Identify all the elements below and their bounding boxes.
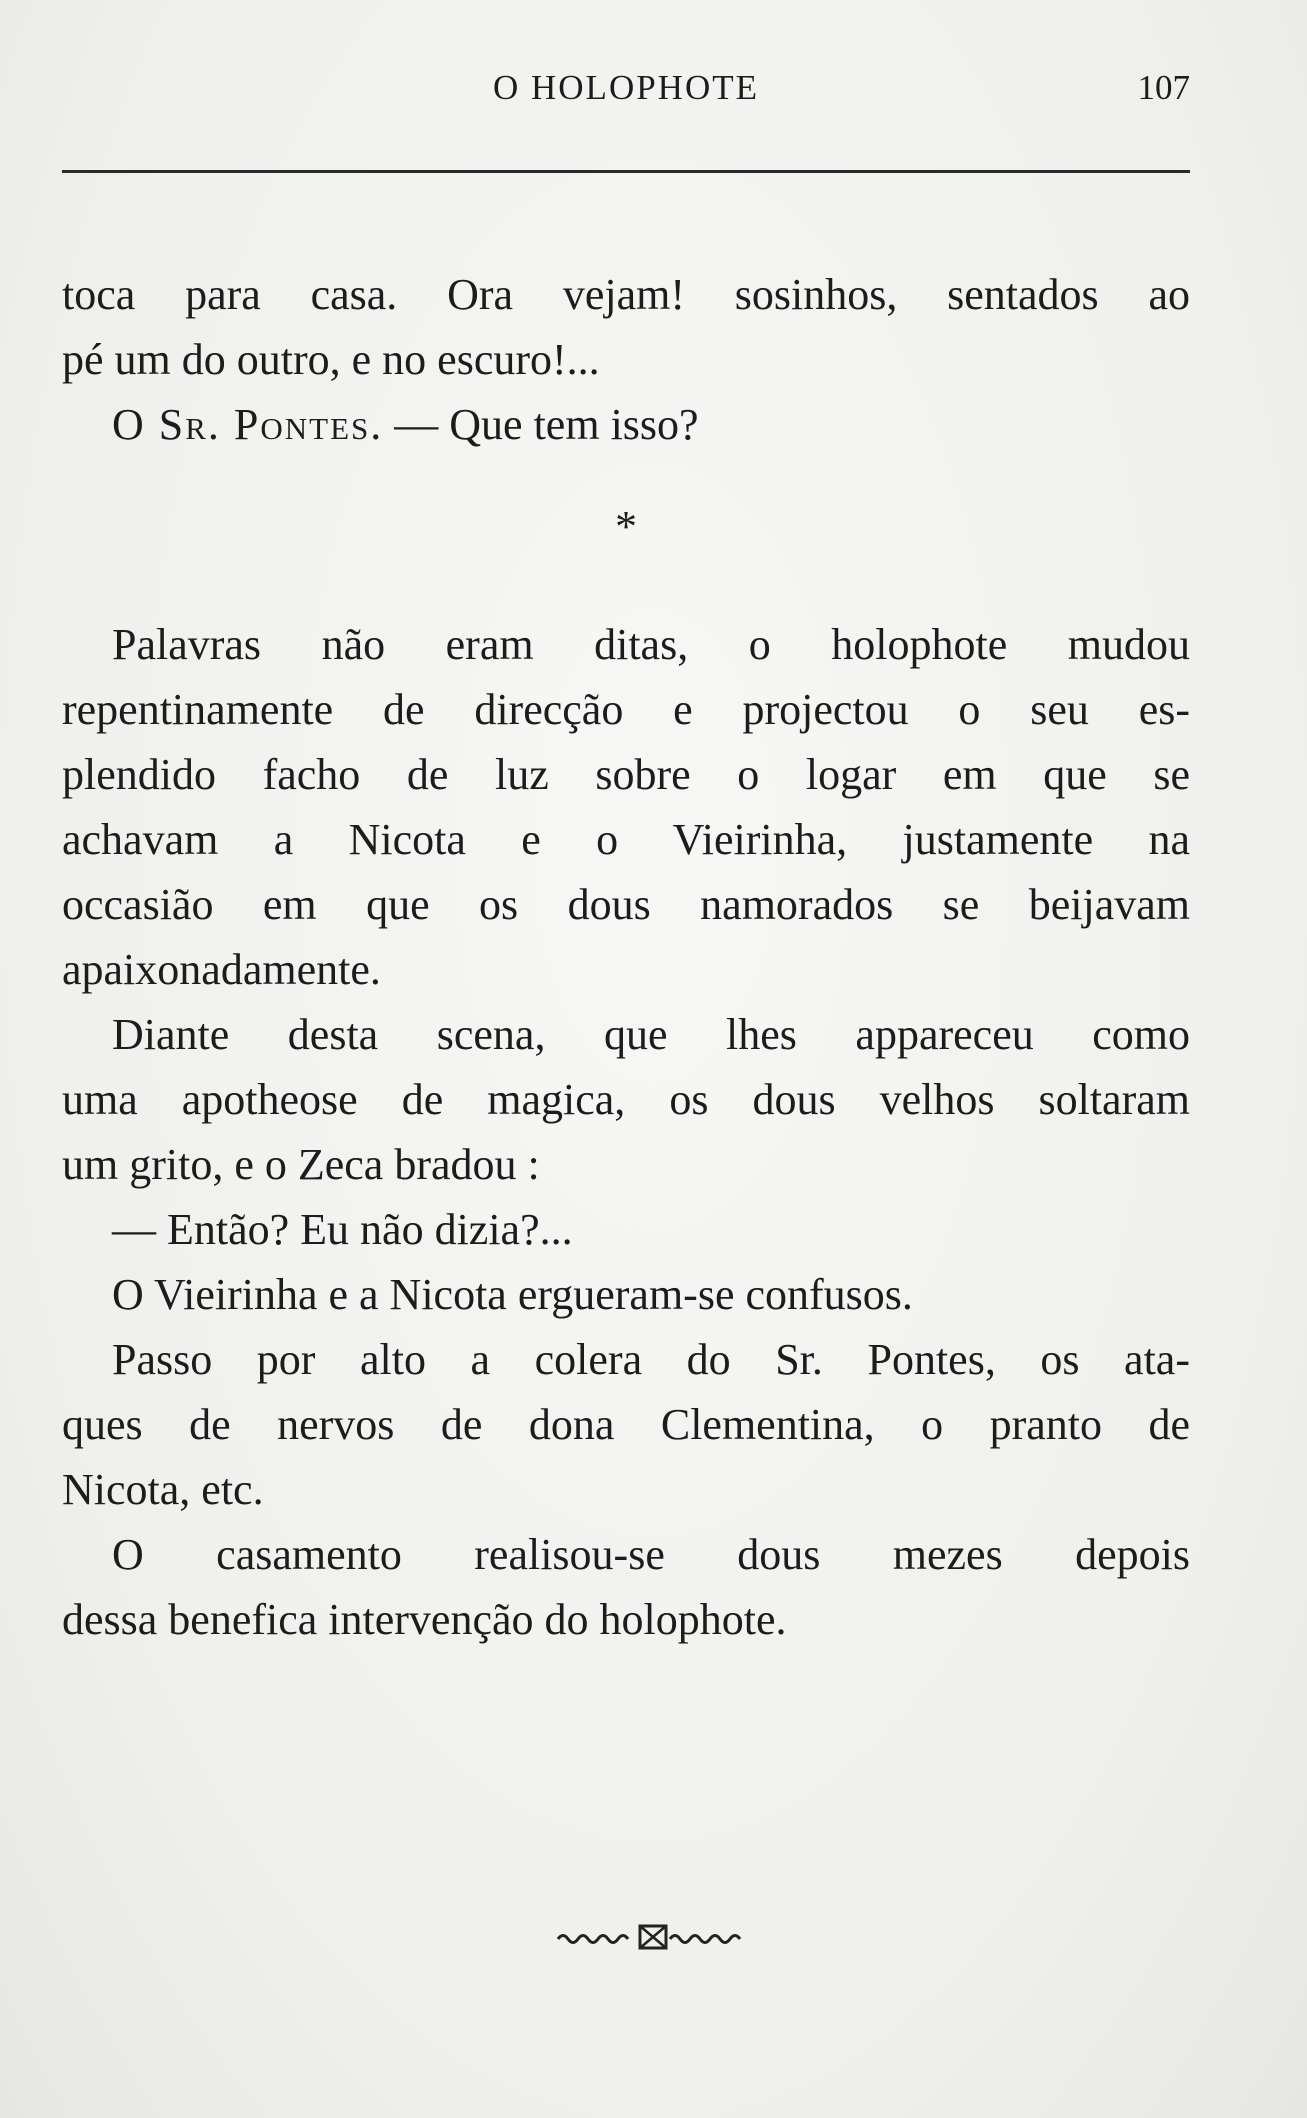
text-line: repentinamente de direcção e projectou o seu es- [62,685,1190,734]
text-line: achavam a Nicota e o Vieirinha, justamente na [62,815,1190,864]
text-line: Palavras não eram ditas, o holophote mudou [112,620,1190,669]
text-line: Diante desta scena, que lhes appareceu como [112,1010,1190,1059]
text-line: ques de nervos de dona Clementina, o pranto de [62,1400,1190,1449]
text-line: Nicota, etc. [62,1465,264,1514]
speech-text: — Que tem isso? [394,400,699,449]
dialogue-line: — Então? Eu não dizia?... [112,1205,573,1254]
speaker-name: O Sr. Pontes. [112,400,384,449]
dialogue-line [62,392,1190,457]
page-text [62,262,1190,1652]
text-line: dessa benefica intervenção do holophote. [62,1595,787,1644]
running-title: O HOLOPHOTE [492,68,759,107]
section-separator: * [615,502,637,551]
text-line: um grito, e o Zeca bradou : [62,1140,540,1189]
text-line: O casamento realisou-se dous mezes depois [112,1530,1190,1579]
text-line: apaixonadamente. [62,945,381,994]
text-line: plendido facho de luz sobre o logar em que se [62,750,1190,799]
text-line: pé um do outro, e no escuro!... [62,335,600,384]
text-line: O Vieirinha e a Nicota ergueram-se confusos. [112,1270,913,1319]
header-rule [62,170,1190,173]
running-head [62,68,1190,118]
text-line: occasião em que os dous namorados se beijavam [62,880,1190,929]
tailpiece-ornament-icon [0,1922,1307,1957]
page-number: 107 [1137,68,1190,107]
tailpiece-ornament-icon [554,1922,754,1952]
text-line: toca para casa. Ora vejam! sosinhos, sentados ao [62,270,1190,319]
text-line: Passo por alto a colera do Sr. Pontes, os ata- [112,1335,1190,1384]
text-line: uma apotheose de magica, os dous velhos soltaram [62,1075,1190,1124]
